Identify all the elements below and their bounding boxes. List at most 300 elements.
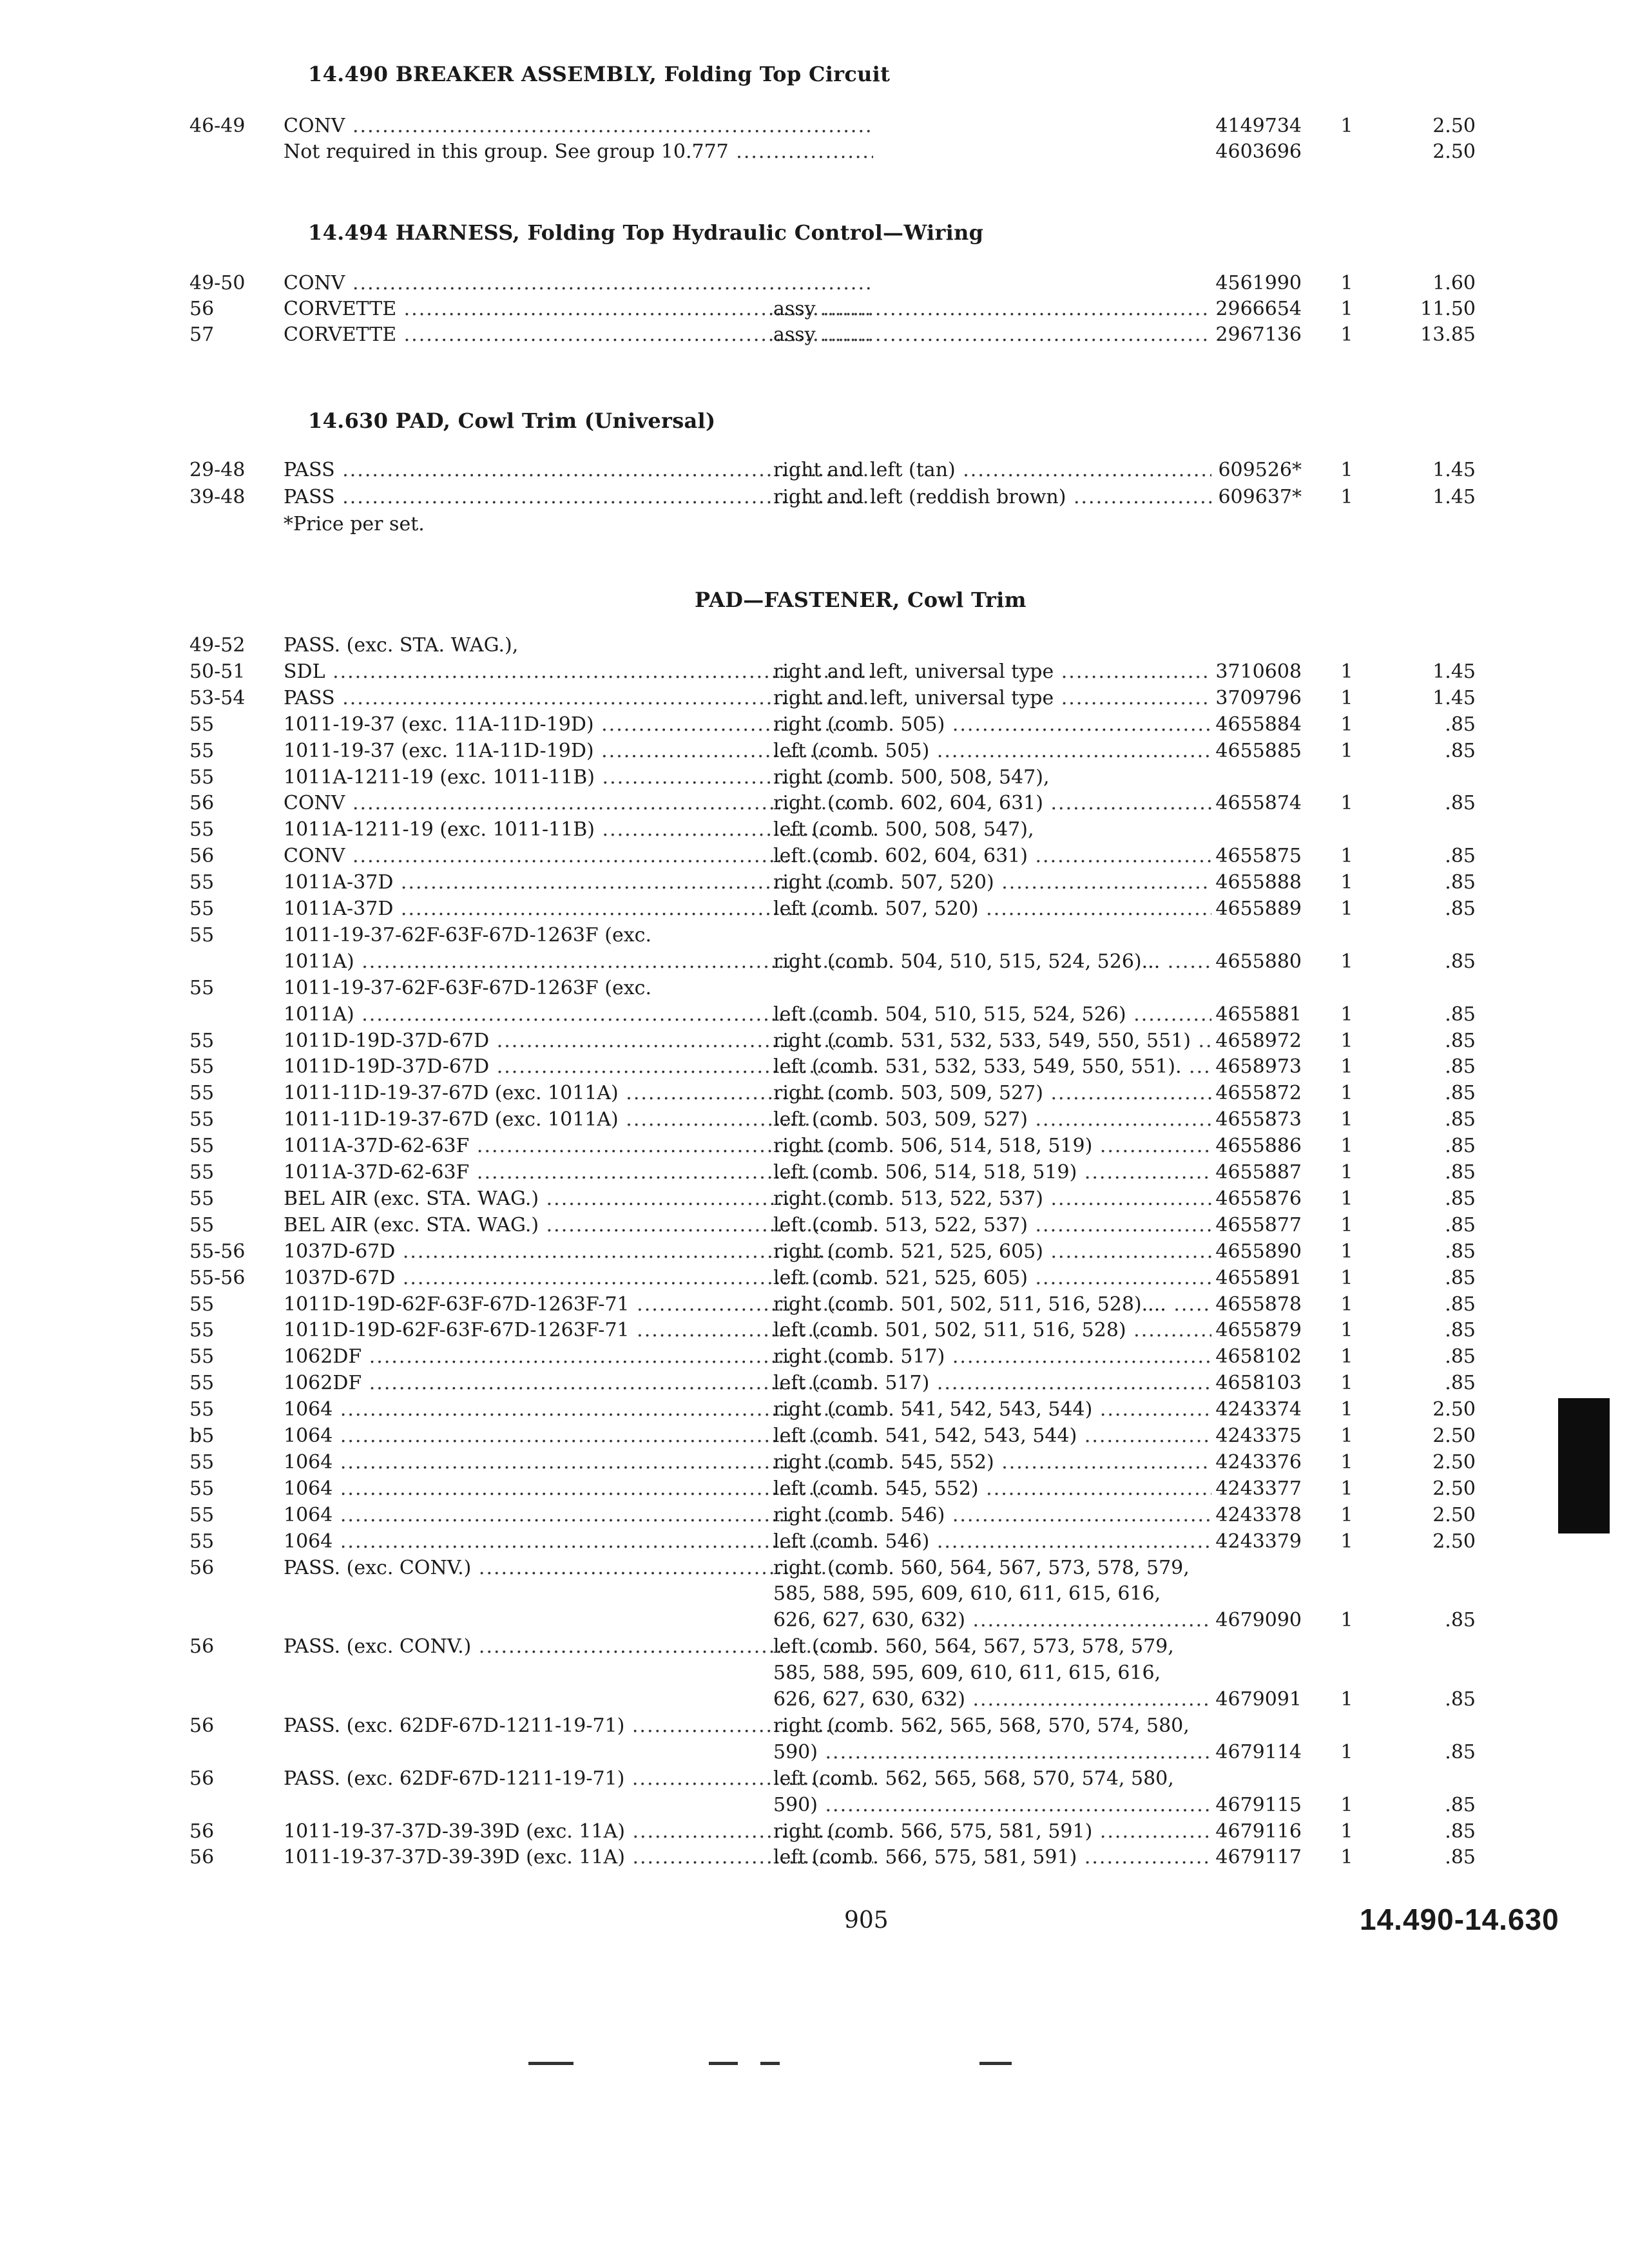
- model-year: 55: [189, 871, 215, 894]
- parts-row: [187, 791, 1476, 816]
- parts-row: [187, 1002, 1476, 1028]
- parts-row: [187, 738, 1476, 764]
- quantity: 1: [1340, 1161, 1353, 1184]
- parts-row: [187, 1581, 1463, 1607]
- quantity: 1: [1340, 1319, 1353, 1341]
- model-year: 55: [189, 1319, 215, 1341]
- model-description: 1011-19-37-37D-39-39D (exc. 11A) .....: [284, 1819, 873, 1845]
- quantity: 1: [1340, 1108, 1353, 1131]
- part-number: 4655880: [1215, 950, 1302, 973]
- list-price: .85: [1445, 1609, 1476, 1631]
- list-price: .85: [1445, 1345, 1476, 1368]
- list-price: .85: [1445, 1741, 1476, 1763]
- model-description: 1064 .....: [284, 1529, 873, 1555]
- model-description: CORVETTE .....: [284, 322, 873, 348]
- part-description: left (comb. 560, 564, 567, 573, 578, 579,: [773, 1635, 1174, 1658]
- part-number: 4149734: [1215, 115, 1302, 137]
- parts-row: [187, 712, 1476, 738]
- part-number: 4658972: [1215, 1030, 1302, 1052]
- part-description: left (comb. 531, 532, 533, 549, 550, 551). .....: [773, 1054, 1211, 1080]
- model-year: 57: [189, 323, 215, 346]
- model-year: 55: [189, 924, 215, 947]
- part-description: 585, 588, 595, 609, 610, 611, 615, 616,: [773, 1582, 1161, 1605]
- parts-row: [187, 1634, 1463, 1660]
- part-number: 4655886: [1215, 1135, 1302, 1157]
- parts-row: [187, 870, 1476, 896]
- parts-row: [187, 139, 1476, 165]
- quantity: 1: [1340, 950, 1353, 973]
- list-price: .85: [1445, 740, 1476, 762]
- list-price: 1.60: [1432, 272, 1476, 294]
- part-description: left (comb. 504, 510, 515, 524, 526) .....: [773, 1002, 1211, 1028]
- model-year: 55: [189, 898, 215, 920]
- model-description: PASS .....: [284, 485, 873, 510]
- list-price: 2.50: [1432, 115, 1476, 137]
- part-number: 4655874: [1215, 792, 1302, 814]
- parts-row: [187, 322, 1476, 348]
- list-price: 11.50: [1420, 298, 1476, 320]
- list-price: 1.45: [1432, 660, 1476, 683]
- quantity: 1: [1340, 845, 1353, 867]
- list-price: .85: [1445, 1372, 1476, 1394]
- model-year: 55: [189, 1293, 215, 1316]
- model-year: 29-48: [189, 459, 246, 481]
- parts-row: [187, 1160, 1476, 1186]
- list-price: 1.45: [1432, 486, 1476, 508]
- list-price: 1.45: [1432, 687, 1476, 709]
- quantity: 1: [1340, 1293, 1353, 1316]
- part-number: 4679117: [1215, 1846, 1302, 1869]
- model-description: 1037D-67D .....: [284, 1239, 873, 1265]
- model-year: 55: [189, 1477, 215, 1500]
- parts-row: [187, 817, 1463, 843]
- group-range: 14.490-14.630: [1360, 1903, 1559, 1936]
- model-year: 55: [189, 1345, 215, 1368]
- part-description: left (comb. 546) .....: [773, 1529, 1211, 1555]
- model-description: 1011D-19D-62F-63F-67D-1263F-71 .....: [284, 1318, 873, 1343]
- list-price: .85: [1445, 1135, 1476, 1157]
- list-price: .85: [1445, 1240, 1476, 1263]
- list-price: .85: [1445, 792, 1476, 814]
- part-number: 4655872: [1215, 1082, 1302, 1104]
- part-number: 4679091: [1215, 1688, 1302, 1711]
- part-number: 609637*: [1218, 486, 1302, 508]
- part-description: left (comb. 566, 575, 581, 591) .....: [773, 1845, 1211, 1870]
- parts-row: [187, 1370, 1476, 1396]
- quantity: 1: [1340, 1609, 1353, 1631]
- model-description: 1064 .....: [284, 1450, 873, 1475]
- model-year: 55: [189, 1398, 215, 1421]
- model-description: CONV .....: [284, 843, 873, 869]
- model-description: 1011A-37D-62-63F .....: [284, 1133, 873, 1159]
- part-description: right (comb. 517) .....: [773, 1344, 1211, 1370]
- quantity: 1: [1340, 1846, 1353, 1869]
- model-year: 56: [189, 792, 215, 814]
- part-number: 4655887: [1215, 1161, 1302, 1184]
- model-year: 55-56: [189, 1240, 246, 1263]
- list-price: 2.50: [1432, 1530, 1476, 1553]
- parts-row: [187, 659, 1476, 685]
- part-description: left (comb. 521, 525, 605) .....: [773, 1265, 1211, 1291]
- model-year: 53-54: [189, 687, 246, 709]
- part-number: 4655876: [1215, 1187, 1302, 1210]
- quantity: 1: [1340, 660, 1353, 683]
- model-description: 1064 .....: [284, 1476, 873, 1502]
- model-description: BEL AIR (exc. STA. WAG.) .....: [284, 1186, 873, 1212]
- model-year: 55: [189, 977, 215, 999]
- quantity: 1: [1340, 687, 1353, 709]
- part-number: 4655878: [1215, 1293, 1302, 1316]
- parts-row: [187, 1819, 1476, 1845]
- part-number: 4658103: [1215, 1372, 1302, 1394]
- quantity: 1: [1340, 115, 1353, 137]
- model-year: 55: [189, 1108, 215, 1131]
- model-description: 1011-19-37 (exc. 11A-11D-19D) .....: [284, 738, 873, 764]
- parts-row: [187, 1450, 1476, 1475]
- quantity: 1: [1340, 323, 1353, 346]
- part-number: 4679114: [1215, 1741, 1302, 1763]
- part-description: right (comb. 503, 509, 527) .....: [773, 1081, 1211, 1106]
- part-number: 4655889: [1215, 898, 1302, 920]
- part-description: right (comb. 506, 514, 518, 519) .....: [773, 1133, 1211, 1159]
- model-description: PASS. (exc. 62DF-67D-1211-19-71) .....: [284, 1766, 873, 1792]
- part-description: assy .....: [773, 296, 1211, 322]
- part-description: right and left (reddish brown) .....: [773, 485, 1211, 510]
- part-number: 4655884: [1215, 713, 1302, 736]
- model-year: 55: [189, 1161, 215, 1184]
- model-description: 1011-11D-19-37-67D (exc. 1011A) .....: [284, 1107, 873, 1133]
- model-description: 1011D-19D-37D-67D .....: [284, 1028, 873, 1054]
- quantity: 1: [1340, 298, 1353, 320]
- part-description: 626, 627, 630, 632) .....: [773, 1687, 1211, 1713]
- part-description: left (comb. 507, 520) .....: [773, 896, 1211, 922]
- section-title: 14.494 HARNESS, Folding Top Hydraulic Control—Wiring: [308, 220, 984, 245]
- part-number: 4655888: [1215, 871, 1302, 894]
- parts-row: [187, 1766, 1463, 1792]
- list-price: .85: [1445, 1794, 1476, 1816]
- thumb-index-tab: [1558, 1398, 1610, 1533]
- model-description: 1011A-37D-62-63F .....: [284, 1160, 873, 1186]
- model-year: 55: [189, 1504, 215, 1526]
- page-number: 905: [844, 1907, 889, 1934]
- quantity: 1: [1340, 871, 1353, 894]
- part-description: left (comb. 503, 509, 527) .....: [773, 1107, 1211, 1133]
- parts-row: [187, 949, 1476, 975]
- part-description: right and left, universal type .....: [773, 659, 1211, 685]
- model-year: 39-48: [189, 486, 246, 508]
- model-year: 55: [189, 818, 215, 841]
- part-number: 4655875: [1215, 845, 1302, 867]
- parts-row: [187, 633, 1463, 658]
- parts-row: [187, 1845, 1476, 1870]
- model-year: 55: [189, 1055, 215, 1078]
- part-description: 590) .....: [773, 1740, 1211, 1765]
- part-description: left (comb. 545, 552) .....: [773, 1476, 1211, 1502]
- list-price: 2.50: [1432, 1451, 1476, 1474]
- part-number: 4655877: [1215, 1214, 1302, 1236]
- part-description: right and left (tan) .....: [773, 457, 1211, 483]
- quantity: 1: [1340, 1398, 1353, 1421]
- model-description: PASS. (exc. CONV.) .....: [284, 1555, 873, 1581]
- list-price: .85: [1445, 1688, 1476, 1711]
- model-description: PASS .....: [284, 457, 873, 483]
- model-year: 55: [189, 1530, 215, 1553]
- quantity: 1: [1340, 1504, 1353, 1526]
- model-year: 55: [189, 1214, 215, 1236]
- quantity: 1: [1340, 898, 1353, 920]
- model-description: 1011-11D-19-37-67D (exc. 1011A) .....: [284, 1081, 873, 1106]
- parts-row: [187, 765, 1463, 791]
- list-price: 2.50: [1432, 1504, 1476, 1526]
- part-number: 4243376: [1215, 1451, 1302, 1474]
- part-description: right (comb. 507, 520) .....: [773, 870, 1211, 896]
- list-price: 1.45: [1432, 459, 1476, 481]
- parts-row: [187, 1608, 1476, 1633]
- part-number: 3710608: [1215, 660, 1302, 683]
- parts-row: [187, 1476, 1476, 1502]
- part-description: left (comb. 541, 542, 543, 544) .....: [773, 1423, 1211, 1449]
- parts-row: [187, 686, 1476, 711]
- list-price: .85: [1445, 1161, 1476, 1184]
- quantity: 1: [1340, 1187, 1353, 1210]
- part-number: 2967136: [1215, 323, 1302, 346]
- list-price: 13.85: [1420, 323, 1476, 346]
- model-description: 1011A-1211-19 (exc. 1011-11B) .....: [284, 817, 873, 843]
- model-description: CORVETTE .....: [284, 296, 873, 322]
- part-description: assy .....: [773, 322, 1211, 348]
- model-year: b5: [189, 1425, 215, 1447]
- parts-row: [187, 1186, 1476, 1212]
- part-description: left (comb. 517) .....: [773, 1370, 1211, 1396]
- model-description: 1011-19-37 (exc. 11A-11D-19D) .....: [284, 712, 873, 738]
- quantity: 1: [1340, 486, 1353, 508]
- parts-row: [187, 113, 1476, 139]
- list-price: .85: [1445, 845, 1476, 867]
- part-description: left (comb. 500, 508, 547),: [773, 818, 1034, 841]
- model-description: 1037D-67D .....: [284, 1265, 873, 1291]
- model-description: 1064 .....: [284, 1503, 873, 1528]
- part-number: 4658102: [1215, 1345, 1302, 1368]
- list-price: 2.50: [1432, 1477, 1476, 1500]
- parts-row: [187, 457, 1476, 483]
- part-description: right (comb. 560, 564, 567, 573, 578, 579,: [773, 1557, 1190, 1579]
- model-description: 1011A-1211-19 (exc. 1011-11B) .....: [284, 765, 873, 791]
- parts-row: [187, 1133, 1476, 1159]
- part-number: 2966654: [1215, 298, 1302, 320]
- quantity: 1: [1340, 1240, 1353, 1263]
- part-description: right (comb. 546) .....: [773, 1503, 1211, 1528]
- model-description: 1011D-19D-62F-63F-67D-1263F-71 .....: [284, 1292, 873, 1318]
- parts-row: [187, 1292, 1476, 1318]
- part-number: 4655881: [1215, 1003, 1302, 1026]
- part-description: right and left, universal type .....: [773, 686, 1211, 711]
- list-price: .85: [1445, 1108, 1476, 1131]
- parts-row: [187, 1687, 1476, 1713]
- parts-row: [187, 485, 1476, 510]
- part-number: 4243378: [1215, 1504, 1302, 1526]
- quantity: 1: [1340, 1688, 1353, 1711]
- part-description: right (comb. 521, 525, 605) .....: [773, 1239, 1211, 1265]
- model-description: PASS. (exc. 62DF-67D-1211-19-71) .....: [284, 1713, 873, 1739]
- model-year: 55: [189, 1451, 215, 1474]
- part-description: 626, 627, 630, 632) .....: [773, 1608, 1211, 1633]
- model-year: 46-49: [189, 115, 246, 137]
- list-price: .85: [1445, 871, 1476, 894]
- model-year: 49-52: [189, 634, 246, 657]
- part-description: right (comb. 562, 565, 568, 570, 574, 580,: [773, 1715, 1190, 1737]
- list-price: .85: [1445, 950, 1476, 973]
- model-description: 1011-19-37-62F-63F-67D-1263F (exc.: [284, 924, 651, 947]
- model-description: 1011A) .....: [284, 1002, 873, 1028]
- part-description: right (comb. 513, 522, 537) .....: [773, 1186, 1211, 1212]
- model-year: 55: [189, 1082, 215, 1104]
- part-description: right (comb. 500, 508, 547),: [773, 766, 1050, 789]
- list-price: 2.50: [1432, 140, 1476, 163]
- model-year: 55: [189, 1030, 215, 1052]
- part-number: 4679116: [1215, 1820, 1302, 1843]
- part-number: 4243375: [1215, 1425, 1302, 1447]
- model-year: 56: [189, 1557, 215, 1579]
- part-number: 4655873: [1215, 1108, 1302, 1131]
- parts-row: [187, 1107, 1476, 1133]
- part-description: left (comb. 602, 604, 631) .....: [773, 843, 1211, 869]
- model-year: 55: [189, 1135, 215, 1157]
- quantity: 1: [1340, 1345, 1353, 1368]
- parts-row: [187, 1028, 1476, 1054]
- parts-row: [187, 1423, 1476, 1449]
- section-title: PAD—FASTENER, Cowl Trim: [695, 588, 1027, 612]
- section-title: 14.630 PAD, Cowl Trim (Universal): [308, 408, 716, 433]
- part-number: 4655890: [1215, 1240, 1302, 1263]
- part-description: right (comb. 545, 552) .....: [773, 1450, 1211, 1475]
- part-number: 4243377: [1215, 1477, 1302, 1500]
- model-year: 50-51: [189, 660, 246, 683]
- part-number: 3709796: [1215, 687, 1302, 709]
- quantity: 1: [1340, 740, 1353, 762]
- part-description: right (comb. 566, 575, 581, 591) .....: [773, 1819, 1211, 1845]
- model-description: 1011-19-37-37D-39-39D (exc. 11A) .....: [284, 1845, 873, 1870]
- model-year: 55: [189, 1187, 215, 1210]
- model-year: 56: [189, 1767, 215, 1790]
- list-price: .85: [1445, 1214, 1476, 1236]
- part-number: 4655891: [1215, 1267, 1302, 1289]
- quantity: 1: [1340, 1794, 1353, 1816]
- model-year: 49-50: [189, 272, 246, 294]
- model-year: 56: [189, 1846, 215, 1869]
- model-description: CONV .....: [284, 113, 873, 139]
- quantity: 1: [1340, 713, 1353, 736]
- model-year: 56: [189, 1820, 215, 1843]
- list-price: .85: [1445, 1003, 1476, 1026]
- model-description: 1011A-37D .....: [284, 870, 873, 896]
- part-number: 4603696: [1215, 140, 1302, 163]
- model-year: 56: [189, 298, 215, 320]
- model-description: 1064 .....: [284, 1397, 873, 1423]
- list-price: .85: [1445, 1187, 1476, 1210]
- model-year: 55: [189, 766, 215, 789]
- parts-row: [187, 923, 1463, 948]
- part-number: 4243374: [1215, 1398, 1302, 1421]
- list-price: 2.50: [1432, 1398, 1476, 1421]
- part-description: 585, 588, 595, 609, 610, 611, 615, 616,: [773, 1662, 1161, 1684]
- list-price: .85: [1445, 1319, 1476, 1341]
- footnote: *Price per set.: [284, 513, 425, 535]
- parts-row: [187, 1318, 1476, 1343]
- model-description: BEL AIR (exc. STA. WAG.) .....: [284, 1213, 873, 1238]
- parts-row: [187, 1397, 1476, 1423]
- parts-row: [187, 1503, 1476, 1528]
- quantity: 1: [1340, 1530, 1353, 1553]
- quantity: 1: [1340, 1451, 1353, 1474]
- part-description: left (comb. 501, 502, 511, 516, 528) .....: [773, 1318, 1211, 1343]
- model-year: 55-56: [189, 1267, 246, 1289]
- part-description: left (comb. 513, 522, 537) .....: [773, 1213, 1211, 1238]
- model-description: SDL .....: [284, 659, 873, 685]
- part-description: right (comb. 501, 502, 511, 516, 528).... .....: [773, 1292, 1211, 1318]
- parts-row: [187, 975, 1463, 1001]
- list-price: 2.50: [1432, 1425, 1476, 1447]
- parts-row: [187, 1740, 1476, 1765]
- part-description: 590) .....: [773, 1792, 1211, 1818]
- part-description: left (comb. 562, 565, 568, 570, 574, 580,: [773, 1767, 1174, 1790]
- model-description: 1011A-37D .....: [284, 896, 873, 922]
- model-description: PASS .....: [284, 686, 873, 711]
- scan-marks: [490, 2062, 1211, 2075]
- list-price: .85: [1445, 1055, 1476, 1078]
- part-number: 4655885: [1215, 740, 1302, 762]
- model-year: 55: [189, 740, 215, 762]
- parts-row: [187, 1660, 1463, 1686]
- model-description: 1011A) .....: [284, 949, 873, 975]
- quantity: 1: [1340, 1477, 1353, 1500]
- part-description: right (comb. 531, 532, 533, 549, 550, 551) .....: [773, 1028, 1211, 1054]
- model-year: 56: [189, 845, 215, 867]
- quantity: 1: [1340, 1003, 1353, 1026]
- model-description: CONV .....: [284, 271, 873, 296]
- list-price: .85: [1445, 1267, 1476, 1289]
- quantity: 1: [1340, 1082, 1353, 1104]
- model-description: 1011-19-37-62F-63F-67D-1263F (exc.: [284, 977, 651, 999]
- parts-row: [187, 1265, 1476, 1291]
- list-price: .85: [1445, 1082, 1476, 1104]
- parts-row: [187, 1239, 1476, 1265]
- part-description: right (comb. 541, 542, 543, 544) .....: [773, 1397, 1211, 1423]
- list-price: .85: [1445, 1293, 1476, 1316]
- model-description: 1064 .....: [284, 1423, 873, 1449]
- model-year: 56: [189, 1715, 215, 1737]
- part-number: 609526*: [1218, 459, 1302, 481]
- model-year: 55: [189, 1372, 215, 1394]
- model-description: 1062DF .....: [284, 1370, 873, 1396]
- parts-row: [187, 1529, 1476, 1555]
- quantity: 1: [1340, 1267, 1353, 1289]
- quantity: 1: [1340, 1135, 1353, 1157]
- part-number: 4243379: [1215, 1530, 1302, 1553]
- quantity: 1: [1340, 1055, 1353, 1078]
- part-description: right (comb. 505) .....: [773, 712, 1211, 738]
- list-price: .85: [1445, 898, 1476, 920]
- part-number: 4561990: [1215, 272, 1302, 294]
- parts-row: [187, 1213, 1476, 1238]
- parts-row: [187, 1713, 1463, 1739]
- list-price: .85: [1445, 1846, 1476, 1869]
- list-price: .85: [1445, 713, 1476, 736]
- quantity: 1: [1340, 272, 1353, 294]
- parts-row: [187, 296, 1476, 322]
- parts-row: [187, 1792, 1476, 1818]
- model-description: PASS. (exc. CONV.) .....: [284, 1634, 873, 1660]
- model-description: 1062DF .....: [284, 1344, 873, 1370]
